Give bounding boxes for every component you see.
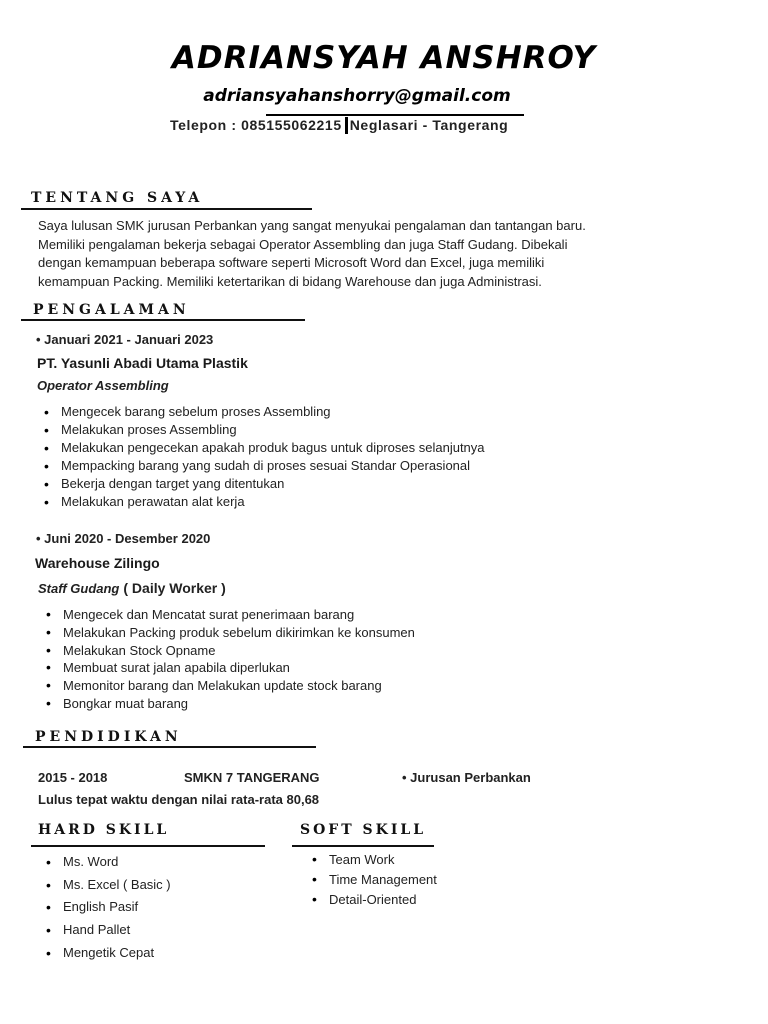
section-rule-education: [23, 746, 316, 748]
job-role-note: ( Daily Worker ): [123, 580, 226, 596]
about-line: Memiliki pengalaman bekerja sebagai Operator Assembling dan juga Staff Gudang. Dibekali: [38, 236, 568, 252]
section-title-experience: PENGALAMAN: [33, 302, 190, 318]
contact-line: [170, 117, 508, 134]
job-duties-list: [42, 606, 415, 713]
duty-item: • Mempacking barang yang sudah di proses sesuai Standar Operasional: [40, 457, 485, 475]
candidate-name: ADRIANSYAH ANSHROY: [171, 40, 597, 76]
duty-item: • Melakukan Stock Opname: [42, 642, 415, 660]
section-title-education: PENDIDIKAN: [35, 729, 182, 745]
job-company: Warehouse Zilingo: [35, 555, 160, 571]
about-paragraph: [38, 217, 738, 291]
duty-item: • Melakukan perawatan alat kerja: [40, 493, 485, 511]
about-line: kemampuan Packing. Memiliki ketertarikan di bidang Warehouse dan juga Administrasi.: [38, 273, 542, 289]
about-line: Saya lulusan SMK jurusan Perbankan yang sangat menyukai pengalaman dan tantangan baru.: [38, 218, 586, 233]
education-note: Lulus tepat waktu dengan nilai rata-rata 80,68: [38, 792, 320, 807]
job-company: PT. Yasunli Abadi Utama Plastik: [37, 355, 248, 371]
job-role: [38, 580, 226, 596]
section-rule-about: [21, 208, 312, 210]
duty-item: • Melakukan proses Assembling: [40, 421, 485, 439]
education-years: 2015 - 2018: [38, 770, 108, 785]
duty-item: • Membuat surat jalan apabila diperlukan: [42, 659, 415, 677]
contact-separator: [345, 117, 348, 134]
duty-item: • Memonitor barang dan Melakukan update stock barang: [42, 677, 415, 695]
section-rule-soft-skill: [292, 845, 434, 847]
hard-skill-item: • Ms. Word: [42, 851, 171, 874]
soft-skill-item: • Time Management: [308, 870, 437, 890]
about-line: dengan kemampuan beberapa software seperti Microsoft Word dan Excel, juga memiliki: [38, 255, 545, 271]
phone-number: Telepon : 085155062215: [170, 117, 342, 133]
education-major: • Jurusan Perbankan: [402, 770, 531, 785]
job-duties-list: [40, 403, 485, 511]
soft-skill-item: • Detail-Oriented: [308, 890, 437, 910]
duty-item: • Mengecek dan Mencatat surat penerimaan barang: [42, 606, 415, 624]
duty-item: • Bekerja dengan target yang ditentukan: [40, 475, 485, 493]
soft-skill-list: [308, 850, 437, 909]
section-rule-hard-skill: [31, 845, 265, 847]
section-title-hard-skill: HARD SKILL: [38, 822, 170, 838]
job-role: Operator Assembling: [37, 378, 169, 393]
soft-skill-item: • Team Work: [308, 850, 437, 870]
hard-skill-item: • Mengetik Cepat: [42, 942, 171, 965]
job-role-title: Staff Gudang: [38, 581, 120, 596]
job-period: • Juni 2020 - Desember 2020: [36, 531, 210, 546]
email-address: adriansyahanshorry@gmail.com: [203, 86, 511, 106]
hard-skill-item: • Hand Pallet: [42, 919, 171, 942]
duty-item: • Bongkar muat barang: [42, 695, 415, 713]
section-rule-experience: [21, 319, 305, 321]
education-school: SMKN 7 TANGERANG: [184, 770, 320, 785]
section-title-about: TENTANG SAYA: [31, 190, 204, 206]
hard-skill-item: • English Pasif: [42, 896, 171, 919]
email-underline: [266, 114, 524, 116]
job-period: • Januari 2021 - Januari 2023: [36, 332, 213, 347]
location: Neglasari - Tangerang: [349, 117, 509, 133]
duty-item: • Melakukan pengecekan apakah produk bagus untuk diproses selanjutnya: [40, 439, 485, 457]
duty-item: • Melakukan Packing produk sebelum dikirimkan ke konsumen: [42, 624, 415, 642]
section-title-soft-skill: SOFT SKILL: [300, 822, 427, 838]
hard-skill-item: • Ms. Excel ( Basic ): [42, 874, 171, 897]
hard-skill-list: [42, 851, 171, 965]
duty-item: • Mengecek barang sebelum proses Assembling: [40, 403, 485, 421]
